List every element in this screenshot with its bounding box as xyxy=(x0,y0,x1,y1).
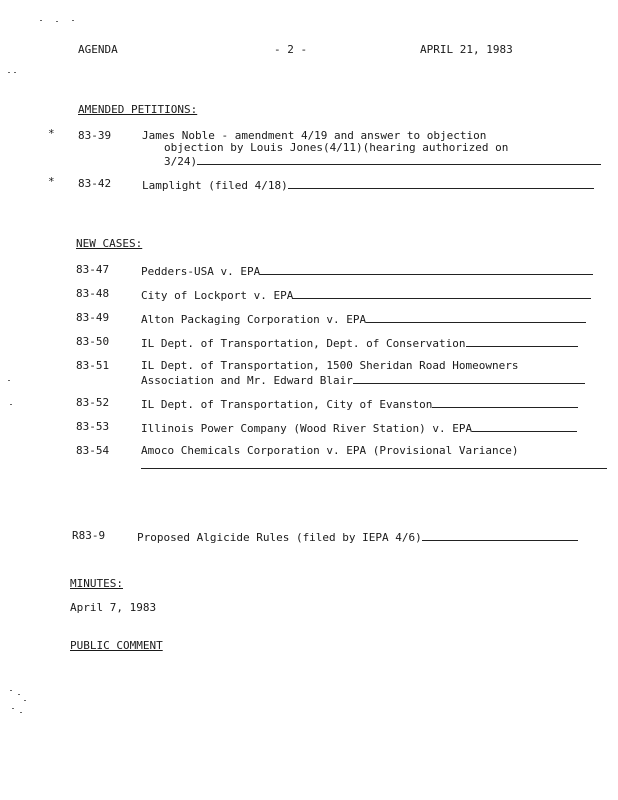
signature-line xyxy=(141,458,607,469)
minutes-heading: MINUTES: xyxy=(70,577,123,590)
case-number: 83-50 xyxy=(76,335,110,348)
scan-speck xyxy=(56,21,58,22)
header-page-number: - 2 - xyxy=(274,43,308,56)
scan-speck xyxy=(40,20,42,21)
signature-line xyxy=(293,288,591,299)
signature-line xyxy=(288,178,594,189)
petition-asterisk: * xyxy=(48,175,55,188)
scan-speck xyxy=(72,20,74,21)
scan-speck xyxy=(8,380,10,381)
minutes-entry: April 7, 1983 xyxy=(70,601,157,614)
header-date: APRIL 21, 1983 xyxy=(420,43,513,56)
signature-line xyxy=(432,397,578,408)
case-title: Pedders-USA v. EPA xyxy=(141,264,593,278)
header-agenda: AGENDA xyxy=(78,43,118,56)
petition-number: 83-39 xyxy=(78,129,112,142)
case-title: IL Dept. of Transportation, Dept. of Conservation xyxy=(141,336,578,350)
signature-line xyxy=(197,154,601,165)
public-comment-heading: PUBLIC COMMENT xyxy=(70,639,163,652)
amended-petitions-heading: AMENDED PETITIONS: xyxy=(78,103,198,116)
case-number: 83-47 xyxy=(76,263,110,276)
scan-speck xyxy=(24,700,26,701)
scan-speck xyxy=(14,72,16,73)
petition-text-line-3: 3/24) xyxy=(164,154,601,168)
signature-line xyxy=(472,421,577,432)
petition-text-line-2: objection by Louis Jones(4/11)(hearing authorized on xyxy=(164,141,509,154)
case-title: Alton Packaging Corporation v. EPA xyxy=(141,312,586,326)
petition-asterisk: * xyxy=(48,127,55,140)
case-title: Amoco Chemicals Corporation v. EPA (Provisional Variance) xyxy=(141,444,519,457)
case-title-line-1: IL Dept. of Transportation, 1500 Sheridan Road Homeowners xyxy=(141,359,519,372)
signature-line xyxy=(422,530,578,541)
scan-speck xyxy=(12,708,14,709)
case-title-line-2: Association and Mr. Edward Blair xyxy=(141,373,585,387)
case-title: Illinois Power Company (Wood River Station) v. EPA xyxy=(141,421,577,435)
regulatory-number: R83-9 xyxy=(72,529,106,542)
signature-line xyxy=(366,312,586,323)
new-cases-heading: NEW CASES: xyxy=(76,237,143,250)
regulatory-title: Proposed Algicide Rules (filed by IEPA 4/6) xyxy=(137,530,578,544)
case-number: 83-53 xyxy=(76,420,110,433)
signature-line xyxy=(260,264,593,275)
scan-speck xyxy=(10,690,12,691)
case-title: City of Lockport v. EPA xyxy=(141,288,591,302)
case-number: 83-54 xyxy=(76,444,110,457)
scan-speck xyxy=(18,694,20,695)
case-signature-line xyxy=(141,458,607,472)
case-number: 83-52 xyxy=(76,396,110,409)
case-number: 83-51 xyxy=(76,359,110,372)
case-title: IL Dept. of Transportation, City of Evanston xyxy=(141,397,578,411)
scan-speck xyxy=(20,712,22,713)
signature-line xyxy=(353,373,585,384)
petition-text-line-1: Lamplight (filed 4/18) xyxy=(142,178,594,192)
scan-speck xyxy=(10,404,12,405)
petition-text-line-1: James Noble - amendment 4/19 and answer to objection xyxy=(142,129,487,142)
signature-line xyxy=(466,336,578,347)
petition-number: 83-42 xyxy=(78,177,112,190)
scan-speck xyxy=(8,72,10,73)
case-number: 83-48 xyxy=(76,287,110,300)
case-number: 83-49 xyxy=(76,311,110,324)
